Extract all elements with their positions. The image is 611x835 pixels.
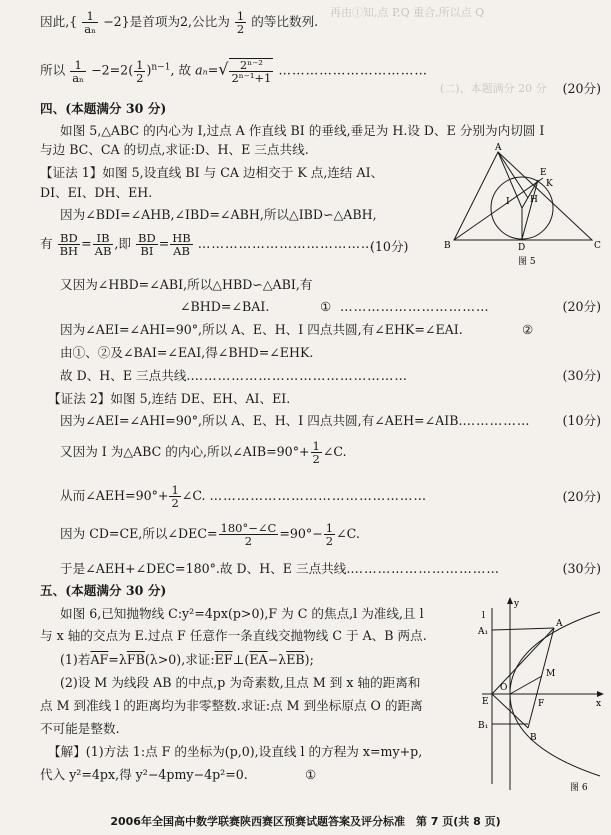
- score: (20分): [562, 489, 601, 504]
- problem-text: 如图 6,已知抛物线 C:y²=4px(p>0),F 为 C 的焦点,l 为准线,且 l: [60, 606, 424, 621]
- fig5-label: B: [444, 241, 451, 251]
- score: (20分): [562, 81, 601, 96]
- fig5-label: E: [540, 168, 547, 178]
- equation-mark: ①: [320, 299, 332, 314]
- leader-dots: ……………………………: [340, 299, 490, 314]
- fraction: $\frac{1}{2}$: [136, 57, 144, 85]
- fraction: $\frac{BD}{BI}$: [138, 231, 156, 258]
- proof-text: 从而∠AEH=90°+ $\frac{1}{2}$ ∠C. …………………………………………: [60, 483, 428, 510]
- fig6-label: B: [530, 733, 537, 743]
- text-line: 因此,{ $\frac{1}{\text{aₙ}}$ −2}是首项为2,公比为 $\frac{1}{2}$ 的等比数列.: [40, 9, 319, 36]
- proof-text: 因为 CD=CE,所以∠DEC= $\frac{180^\circ-\angle C}{2}$ =90°− $\frac{1}{2}$ ∠C.: [60, 521, 360, 548]
- equation-mark: ②: [522, 322, 534, 337]
- score: (20分): [562, 299, 601, 314]
- fig6-label: F: [538, 699, 545, 709]
- score: (10分): [562, 413, 601, 428]
- fig6-caption: 图 6: [570, 783, 588, 793]
- fig5-label: I: [506, 197, 510, 207]
- fraction: $\frac{180^\circ-\angle C}{2}$: [220, 521, 277, 548]
- section-heading: 五、(本题满分 30 分): [40, 583, 167, 598]
- solution-text: 【解】(1)方法 1:点 F 的坐标为(p,0),设直线 l 的方程为 x=my+p,: [48, 744, 423, 759]
- fraction: $\frac{1}{2}$: [236, 9, 245, 36]
- score: (30分): [562, 368, 601, 383]
- proof-text: 因为∠BDI=∠AHB,∠IBD=∠ABH,所以△IBD∽△ABH,: [60, 207, 377, 222]
- proof-text: 因为∠AEI=∠AHI=90°,所以 A、E、H、I 四点共圆,有∠AEH=∠AIB.……………: [60, 413, 531, 428]
- fig6-label: E: [482, 697, 489, 707]
- fraction: $\frac{1}{2}$: [325, 521, 334, 548]
- equation-mark: ①: [305, 767, 317, 782]
- proof-text: 于是∠AEH+∠DEC=180°.故 D、H、E 三点共线.……………………………: [60, 561, 500, 576]
- fraction: $\frac{1}{\text{aₙ}}$: [84, 9, 97, 36]
- fig5-label: A: [495, 143, 502, 153]
- page-footer: 2006年全国高中数学联赛陕西赛区预赛试题答案及评分标准 第 7 页(共 8 页): [110, 815, 501, 828]
- fig6-label: y: [514, 599, 520, 609]
- proof-text: 又因为 I 为△ABC 的内心,所以∠AIB=90°+ $\frac{1}{2}$ ∠C.: [60, 439, 347, 466]
- problem-text: 不可能是整数.: [40, 721, 120, 736]
- fig6-label: A: [556, 619, 563, 629]
- fig6-label: x: [596, 699, 602, 709]
- fraction: $\frac{1}{\text{aₙ}}$: [72, 57, 85, 85]
- problem-text: 如图 5,△ABC 的内心为 I,过点 A 作直线 BI 的垂线,垂足为 H.设 D、E 分别为内切圆 I: [60, 123, 545, 138]
- proof-text: ∠BHD=∠BAI.: [180, 299, 270, 314]
- bleed-through-text: 再由①知,点 P,Q 重合,所以点 Q: [330, 6, 485, 19]
- proof-text: 因为∠AEI=∠AHI=90°,所以 A、E、H、I 四点共圆,有∠EHK=∠EAI.: [60, 322, 463, 337]
- text-line: 所以 $\frac{1}{\text{aₙ}}$ −2=2( $\frac{1}{2}$ )$^{n-1}$, 故 aₙ=√ $\frac{\text{2ⁿ⁻²}}{\text{2ⁿ⁻¹+1}}$ ……………………………: [40, 57, 428, 85]
- fig6-label: A₁: [478, 627, 489, 637]
- proof-text: 又因为∠HBD=∠ABI,所以△HBD∽△ABI,有: [60, 277, 313, 292]
- fig5-label: H: [530, 195, 538, 205]
- bleed-through-text: (二)、本题满分 20 分: [440, 82, 547, 95]
- fig5-label: K: [546, 179, 553, 189]
- fig5-label: D: [518, 243, 526, 253]
- fraction: $\frac{BD}{BH}$: [59, 231, 79, 258]
- figure-6: [470, 594, 605, 794]
- score: (10分): [370, 239, 409, 254]
- fraction: $\frac{IB}{AB}$: [94, 231, 112, 258]
- fig6-label: B₁: [478, 721, 489, 731]
- proof-text: DI、EI、DH、EH.: [40, 185, 153, 200]
- section-heading: 四、(本题满分 30 分): [40, 101, 167, 116]
- proof-text: 由①、②及∠BAI=∠EAI,得∠BHD=∠EHK.: [60, 345, 314, 360]
- figure-5: [440, 142, 605, 267]
- problem-text: (2)设 M 为线段 AB 的中点,p 为奇素数,且点 M 到 x 轴的距离和: [60, 675, 421, 690]
- fraction: $\frac{\text{2ⁿ⁻²}}{\text{2ⁿ⁻¹+1}}$: [231, 58, 272, 85]
- fig5-label: C: [594, 241, 601, 251]
- proof-text: 有 $\frac{BD}{BH}$ = $\frac{IB}{AB}$ ,即 $\frac{BD}{BI}$ = $\frac{HB}{AB}$ …………………………………: [40, 231, 375, 258]
- fraction: $\frac{1}{2}$: [171, 483, 179, 510]
- proof-text: 【证法 1】如图 5,设直线 BI 与 CA 边相交于 K 点,连结 AI、: [40, 165, 384, 180]
- fig6-label: O: [500, 683, 508, 693]
- fraction: $\frac{HB}{AB}$: [172, 231, 191, 258]
- problem-text: 与 x 轴的交点为 E.过点 F 任意作一条直线交抛物线 C 于 A、B 两点.: [40, 628, 427, 643]
- solution-text: 代入 y²=4px,得 y²−4pmy−4p²=0.: [40, 767, 248, 782]
- fig5-caption: 图 5: [518, 257, 536, 267]
- fig6-label: M: [546, 669, 556, 679]
- proof-text: 故 D、H、E 三点共线.…………………………………………: [60, 368, 408, 383]
- fig6-label: l: [482, 611, 485, 621]
- fraction: $\frac{1}{2}$: [312, 439, 320, 466]
- problem-text: 点 M 到准线 l 的距离均为非零整数.求证:点 M 到坐标原点 O 的距离: [40, 698, 423, 713]
- score: (30分): [562, 561, 601, 576]
- problem-text: 与边 BC、CA 的切点,求证:D、H、E 三点共线.: [40, 142, 309, 157]
- problem-text: (1)若$\overline{AF}=\lambda\overline{FB}(\lambda>0)$,求证$:\overline{EF}\perp(\overline{EA}-\lambda\overline{EB})$;: [60, 652, 314, 667]
- proof-text: 【证法 2】如图 5,连结 DE、EH、AI、EI.: [48, 391, 291, 406]
